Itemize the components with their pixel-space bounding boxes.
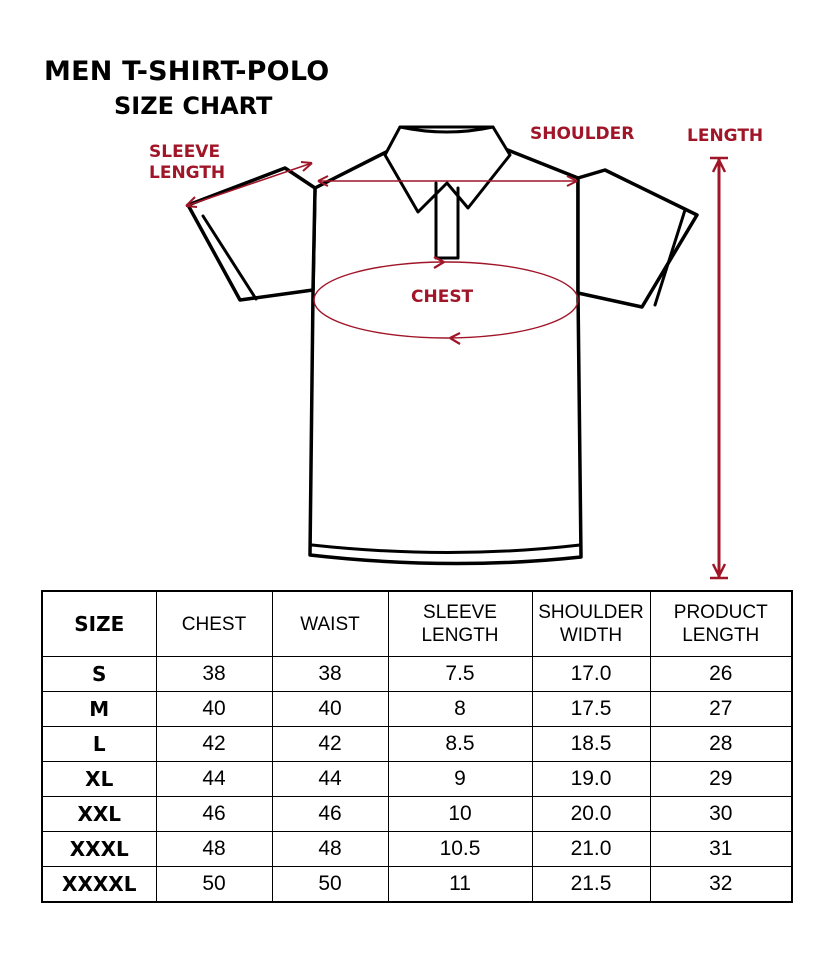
shoulder-label: SHOULDER: [530, 124, 635, 144]
table-cell: 10.5: [388, 832, 532, 867]
table-cell: 26: [650, 657, 792, 692]
sleeve-length-label-line1: SLEEVE: [149, 142, 221, 162]
table-cell: 40: [272, 692, 388, 727]
page-subtitle: SIZE CHART: [114, 92, 273, 120]
chest-label: CHEST: [411, 287, 474, 307]
table-row: [42, 762, 792, 797]
size-cell: M: [42, 692, 156, 727]
table-cell: 8: [388, 692, 532, 727]
table-cell: 19.0: [532, 762, 650, 797]
size-cell: XXL: [42, 797, 156, 832]
shirt-right-sleeve: [578, 170, 697, 307]
table-row: [42, 727, 792, 762]
table-body: [42, 657, 792, 903]
table-cell: 48: [156, 832, 272, 867]
table-cell: 29: [650, 762, 792, 797]
header-size: SIZE: [42, 591, 156, 657]
size-cell: XXXL: [42, 832, 156, 867]
header-waist: WAIST: [272, 591, 388, 657]
size-cell: XXXXL: [42, 867, 156, 903]
table-cell: 27: [650, 692, 792, 727]
table-cell: 18.5: [532, 727, 650, 762]
table-cell: 38: [156, 657, 272, 692]
table-row: [42, 692, 792, 727]
table-row: [42, 832, 792, 867]
size-table: [41, 590, 793, 903]
table-cell: 8.5: [388, 727, 532, 762]
table-cell: 50: [272, 867, 388, 903]
table-cell: 48: [272, 832, 388, 867]
table-cell: 17.5: [532, 692, 650, 727]
size-cell: S: [42, 657, 156, 692]
header-shoulder-width: SHOULDER WIDTH: [532, 591, 650, 657]
table-cell: 44: [272, 762, 388, 797]
table-cell: 44: [156, 762, 272, 797]
length-label: LENGTH: [687, 126, 764, 146]
table-cell: 42: [156, 727, 272, 762]
header-chest: CHEST: [156, 591, 272, 657]
table-cell: 9: [388, 762, 532, 797]
sleeve-length-label-line2: LENGTH: [149, 163, 226, 183]
table-cell: 21.5: [532, 867, 650, 903]
table-row: [42, 867, 792, 903]
table-cell: 46: [156, 797, 272, 832]
table-cell: 28: [650, 727, 792, 762]
table-cell: 38: [272, 657, 388, 692]
header-sleeve-length: SLEEVE LENGTH: [388, 591, 532, 657]
shirt-left-sleeve: [188, 168, 315, 300]
table-cell: 40: [156, 692, 272, 727]
table-cell: 42: [272, 727, 388, 762]
table-cell: 32: [650, 867, 792, 903]
table-cell: 31: [650, 832, 792, 867]
table-cell: 11: [388, 867, 532, 903]
table-row: [42, 657, 792, 692]
table-cell: 20.0: [532, 797, 650, 832]
table-cell: 46: [272, 797, 388, 832]
table-cell: 7.5: [388, 657, 532, 692]
shirt-body: [310, 145, 581, 564]
table-cell: 10: [388, 797, 532, 832]
table-header-row: [42, 591, 792, 657]
table-cell: 17.0: [532, 657, 650, 692]
page-title: MEN T-SHIRT-POLO: [44, 56, 330, 87]
table-cell: 50: [156, 867, 272, 903]
size-cell: XL: [42, 762, 156, 797]
table-cell: 30: [650, 797, 792, 832]
table-row: [42, 797, 792, 832]
size-cell: L: [42, 727, 156, 762]
header-product-length: PRODUCT LENGTH: [650, 591, 792, 657]
table-cell: 21.0: [532, 832, 650, 867]
